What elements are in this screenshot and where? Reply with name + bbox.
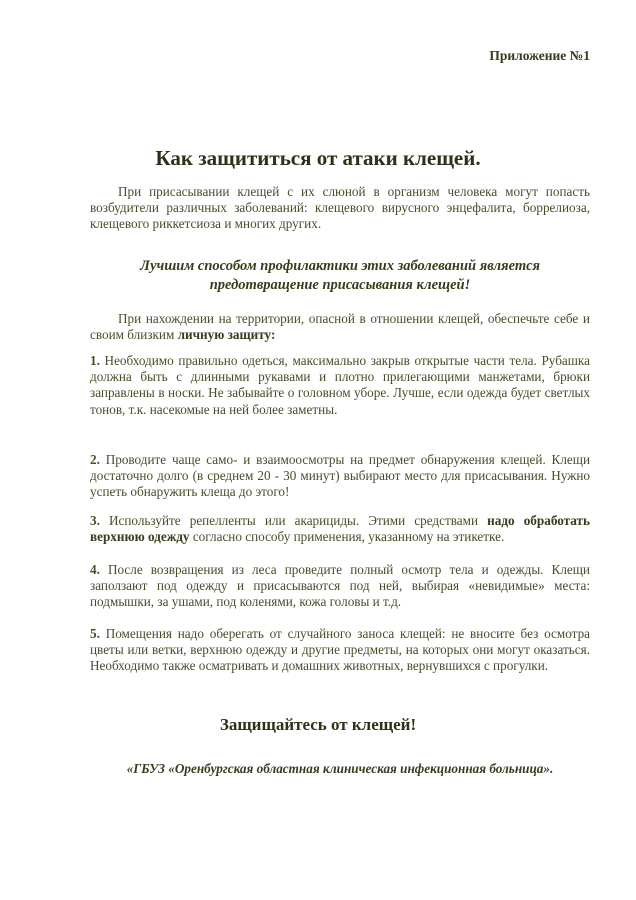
closing-call: Защищайтесь от клещей!: [219, 715, 417, 734]
slogan-line-2: предотвращение присасывания клещей!: [209, 277, 471, 293]
list-item: [90, 626, 590, 675]
item-text: После возвращения из леса проведите полный осмотр тела и одежды. Клещи заползают под одежду и присасываются под ней, выбирая «невидимые» места: подмышки, за ушами, под коленями, кожа головы и т.д.: [90, 562, 590, 610]
item-number: 3.: [90, 513, 100, 528]
item-text: Используйте репелленты или акарициды. Этими средствами: [108, 513, 479, 528]
slogan-line-1: Лучшим способом профилактики этих заболеваний является: [139, 258, 541, 274]
intro-paragraph: При присасывании клещей с их слюной в организм человека могут попасть возбудители различных заболеваний: клещевого вирусного энцефалита, боррелиоза, клещевого риккетсиоза и многих других.: [90, 184, 590, 232]
list-item: [90, 452, 590, 501]
appendix-label: Приложение №1: [489, 48, 590, 63]
list-item: [90, 562, 590, 611]
item-text: Необходимо правильно одеться, максимально закрыв открытые части тела. Рубашка должна быть с длинными рукавами и плотно прилегающими манжетами, брюки заправлены в носки. Не забывайте о головном уборе. Лучше, если одежда будет светлых тонов, т.к. насекомые на ней более заметны.: [90, 353, 590, 417]
item-text: Проводите чаще само- и взаимоосмотры на предмет обнаружения клещей. Клещи достаточно долго (в среднем 20 - 30 минут) выбирают место для присасывания. Нужно успеть обнаружить клеща до этого!: [90, 452, 590, 500]
item-text-end: согласно способу применения, указанному на этикетке.: [192, 529, 505, 545]
protection-paragraph: [90, 311, 590, 343]
item-number: 4.: [90, 562, 100, 577]
item-number: 1.: [90, 353, 100, 368]
item-number: 5.: [90, 626, 100, 641]
item-emphasis: надо обработать верхнюю одежду: [90, 513, 590, 545]
page-title: Как защититься от атаки клещей.: [155, 146, 481, 170]
organization-signature: «ГБУЗ «Оренбургская областная клиническая инфекционная больница».: [126, 761, 554, 776]
list-item: [90, 513, 590, 545]
item-text: Помещения надо оберегать от случайного заноса клещей: не вносите без осмотра цветы или ветки, верхнюю одежду и другие предметы, на которых они могут оказаться. Необходимо также осматривать и домашних животных, вернувшихся с прогулки.: [90, 626, 591, 674]
list-item: [90, 353, 590, 418]
protection-emphasis: личную защиту:: [177, 327, 276, 343]
protection-lead: При нахождении на территории, опасной в отношении клещей, обеспечьте себе и своим близким: [90, 311, 590, 343]
slogan: [60, 257, 620, 295]
item-number: 2.: [90, 452, 100, 467]
